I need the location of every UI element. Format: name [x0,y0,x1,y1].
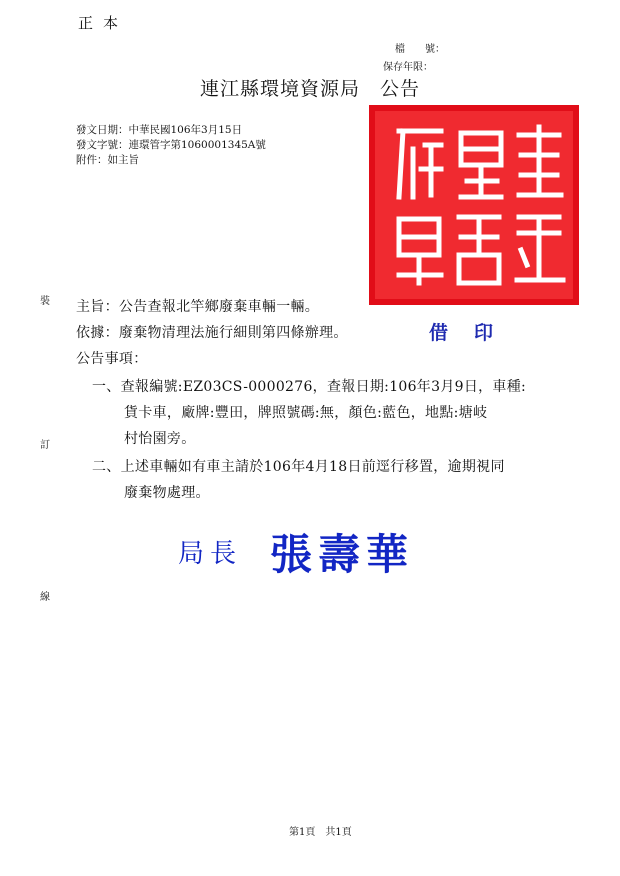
document-number: 發文字號：連環管字第1060001345A號 [76,139,266,151]
item-2-line-2: 廢棄物處理。 [124,485,210,501]
official-seal [369,105,579,305]
binding-mark-xian: 線 [40,592,50,603]
binding-mark-zhuang: 裝 [40,296,50,307]
file-number-label: 檔 號： [395,44,445,55]
item-2-line-1: 二、上述車輛如有車主請於106年4月18日前逕行移置，逾期視同 [92,459,505,475]
issue-date: 發文日期：中華民國106年3月15日 [76,124,243,136]
binding-mark-ding: 訂 [40,440,50,451]
page-number: 第1頁 共1頁 [289,827,352,838]
item-1-line-1: 一、查報編號:EZ03CS-0000276，查報日期:106年3月9日，車種: [92,379,527,395]
subject-line: 主旨：公告查報北竿鄉廢棄車輛一輛。 [76,299,320,315]
seal-engraving [369,105,579,305]
copy-mark: 正本 [78,14,129,32]
retention-period-label: 保存年限： [383,62,433,73]
borrowed-seal-mark: 借印 [429,322,520,344]
basis-line: 依據：廢棄物清理法施行細則第四條辦理。 [76,325,348,341]
item-1-line-3: 村怡園旁。 [124,431,196,447]
items-heading: 公告事項： [76,351,148,367]
announcement-title: 連江縣環境資源局 公告 [200,78,421,100]
signatory-title: 局長 [178,539,243,569]
signatory-name-stamp: 張壽華 [270,530,415,579]
attachment-note: 附件：如主旨 [76,154,139,166]
item-1-line-2: 貨卡車，廠牌:豐田，牌照號碼:無，顏色:藍色，地點:塘岐 [124,405,488,421]
